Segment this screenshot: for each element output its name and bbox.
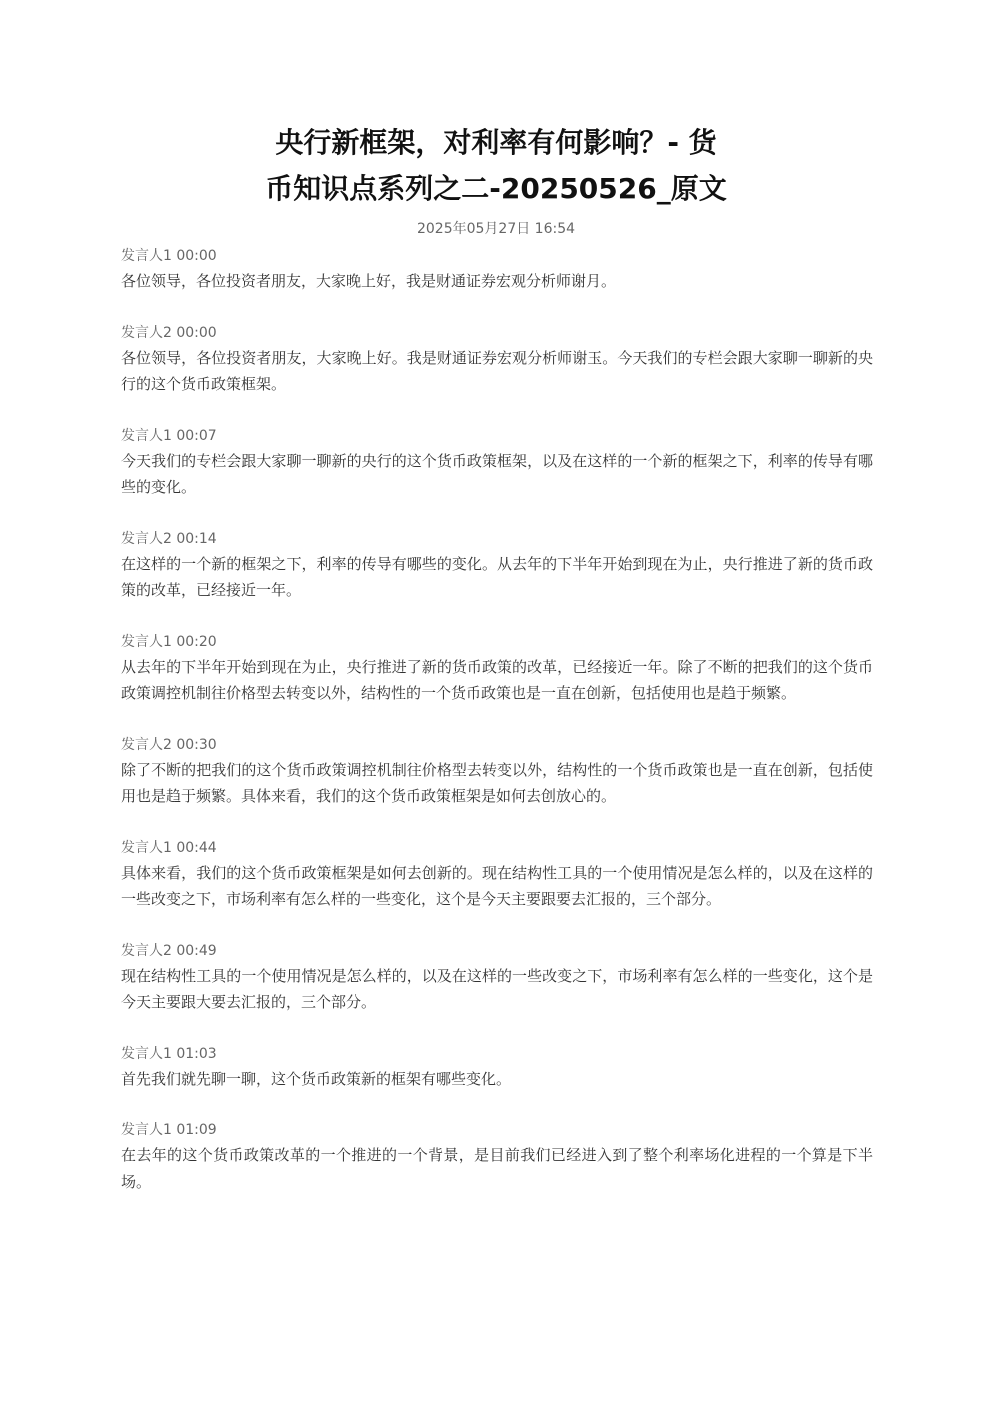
- speaker-timestamp: 发言人1 00:20: [121, 633, 217, 650]
- speaker-timestamp: 发言人1 00:44: [121, 839, 217, 856]
- transcript-entry: [121, 630, 873, 707]
- document-date: 2025年05月27日 16:54: [416, 221, 576, 237]
- transcript-entry: [121, 939, 873, 1016]
- transcript-entry: [121, 244, 873, 295]
- transcript: [121, 244, 873, 1221]
- speaker-timestamp: 发言人2 00:49: [121, 942, 217, 959]
- document-title: [0, 120, 992, 212]
- transcript-entry: [121, 733, 873, 810]
- utterance-text: 现在结构性工具的一个使用情况是怎么样的，以及在这样的一些改变之下，市场利率有怎么样的一些变化，这个是今天主要跟大要去汇报的，三个部分。: [121, 966, 873, 1011]
- title-line-1: 央行新框架，对利率有何影响？- 货: [275, 126, 717, 159]
- speaker-timestamp: 发言人2 00:30: [121, 736, 217, 753]
- utterance-text: 首先我们就先聊一聊，这个货币政策新的框架有哪些变化。: [121, 1069, 512, 1088]
- speaker-timestamp: 发言人1 01:09: [121, 1122, 217, 1138]
- utterance-text: 从去年的下半年开始到现在为止，央行推进了新的货币政策的改革，已经接近一年。除了不断的把我们的这个货币政策调控机制往价格型去转变以外，结构性的一个货币政策也是一直在创新，包括使用也是趋于频繁。: [121, 657, 873, 702]
- transcript-entry: [121, 424, 873, 501]
- utterance-text: 在这样的一个新的框架之下，利率的传导有哪些的变化。从去年的下半年开始到现在为止，央行推进了新的货币政策的改革，已经接近一年。: [121, 554, 873, 599]
- utterance-text: 各位领导，各位投资者朋友，大家晚上好，我是财通证券宏观分析师谢月。: [121, 272, 617, 290]
- utterance-text: 除了不断的把我们的这个货币政策调控机制往价格型去转变以外，结构性的一个货币政策也是一直在创新，包括使用也是趋于频繁。具体来看，我们的这个货币政策框架是如何去创放心的。: [121, 760, 873, 805]
- transcript-entry: [121, 1042, 873, 1093]
- speaker-timestamp: 发言人2 00:00: [121, 324, 217, 341]
- speaker-timestamp: 发言人2 00:14: [121, 530, 217, 547]
- title-line-2: 币知识点系列之二-20250526_原文: [265, 172, 727, 205]
- transcript-entry: [121, 527, 873, 604]
- transcript-entry: [121, 1118, 873, 1195]
- utterance-text: 今天我们的专栏会跟大家聊一聊新的央行的这个货币政策框架，以及在这样的一个新的框架之下，利率的传导有哪些的变化。: [121, 451, 873, 496]
- utterance-text: 各位领导，各位投资者朋友，大家晚上好。我是财通证券宏观分析师谢玉。今天我们的专栏会跟大家聊一聊新的央行的这个货币政策框架。: [121, 348, 873, 393]
- transcript-entry: [121, 321, 873, 398]
- utterance-text: 具体来看，我们的这个货币政策框架是如何去创新的。现在结构性工具的一个使用情况是怎么样的，以及在这样的一些改变之下，市场利率有怎么样的一些变化，这个是今天主要跟要去汇报的，三个部分。: [121, 863, 873, 908]
- speaker-timestamp: 发言人1 00:07: [121, 427, 217, 444]
- speaker-timestamp: 发言人1 01:03: [121, 1045, 217, 1062]
- transcript-entry: [121, 836, 873, 913]
- utterance-text: 在去年的这个货币政策改革的一个推进的一个背景，是目前我们已经进入到了整个利率场化进程的一个算是下半场。: [121, 1146, 873, 1191]
- speaker-timestamp: 发言人1 00:00: [121, 248, 217, 264]
